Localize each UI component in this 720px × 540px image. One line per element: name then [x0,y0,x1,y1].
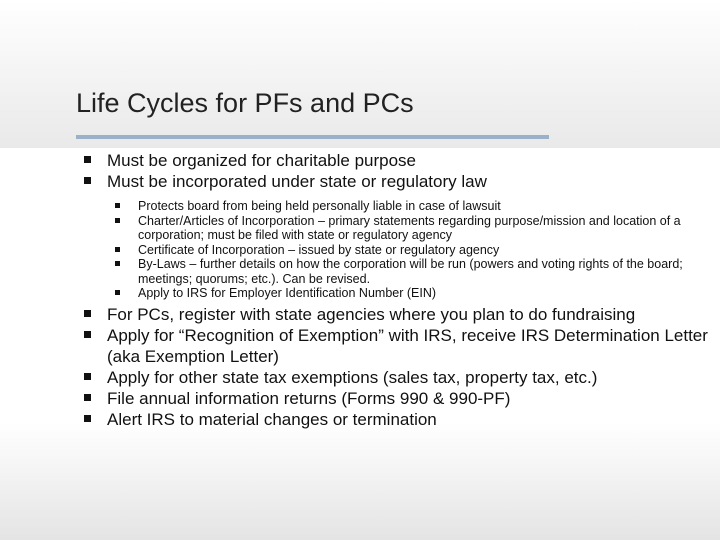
bullet-item [84,325,709,367]
square-bullet-icon [84,310,91,317]
bullet-item [84,304,709,325]
square-bullet-icon [84,156,91,163]
bullet-text: Must be incorporated under state or regulatory law [107,172,487,191]
sub-bullet-text: Apply to IRS for Employer Identification Number (EIN) [138,286,437,300]
sub-bullet-item [115,243,709,258]
bullet-item [84,409,709,430]
square-bullet-icon [84,394,91,401]
title-underline [76,135,549,139]
square-bullet-icon [84,373,91,380]
square-bullet-icon [115,203,120,208]
square-bullet-icon [115,247,120,252]
square-bullet-icon [84,331,91,338]
bullet-text: For PCs, register with state agencies where you plan to do fundraising [107,304,636,324]
sub-bullet-text: Charter/Articles of Incorporation – primary statements regarding purpose/mission and location of a corporation; must be filed with state or regulatory agency [138,213,681,242]
bullet-item [84,367,709,388]
sub-bullet-item [115,257,709,286]
square-bullet-icon [115,218,120,223]
bullet-text: Alert IRS to material changes or termination [107,409,437,429]
sub-bullet-text: Protects board from being held personally liable in case of lawsuit [138,199,501,213]
bullet-text: Must be organized for charitable purpose [107,151,417,170]
sub-bullet-item [115,199,709,214]
sub-bullet-item [115,214,709,243]
bullet-text: Apply for other state tax exemptions (sales tax, property tax, etc.) [107,367,598,387]
square-bullet-icon [84,415,91,422]
sub-bullet-item [115,286,709,301]
slide-title: Life Cycles for PFs and PCs [76,88,414,118]
square-bullet-icon [115,290,120,295]
bullet-text: Apply for “Recognition of Exemption” with IRS, receive IRS Determination Letter (aka Exemption Letter) [107,325,708,366]
square-bullet-icon [84,177,91,184]
sub-bullet-text: By-Laws – further details on how the corporation will be run (powers and voting rights of the board; meetings; quorums; etc.). Can be revised. [138,257,683,286]
bullet-item [84,388,709,409]
bullet-list [84,150,709,430]
sub-bullet-text: Certificate of Incorporation – issued by state or regulatory agency [138,242,500,257]
bullet-text: File annual information returns (Forms 990 & 990-PF) [107,388,511,408]
slide-header-background [0,0,720,148]
square-bullet-icon [115,261,120,266]
bullet-item [84,171,709,192]
bullet-item [84,150,709,171]
